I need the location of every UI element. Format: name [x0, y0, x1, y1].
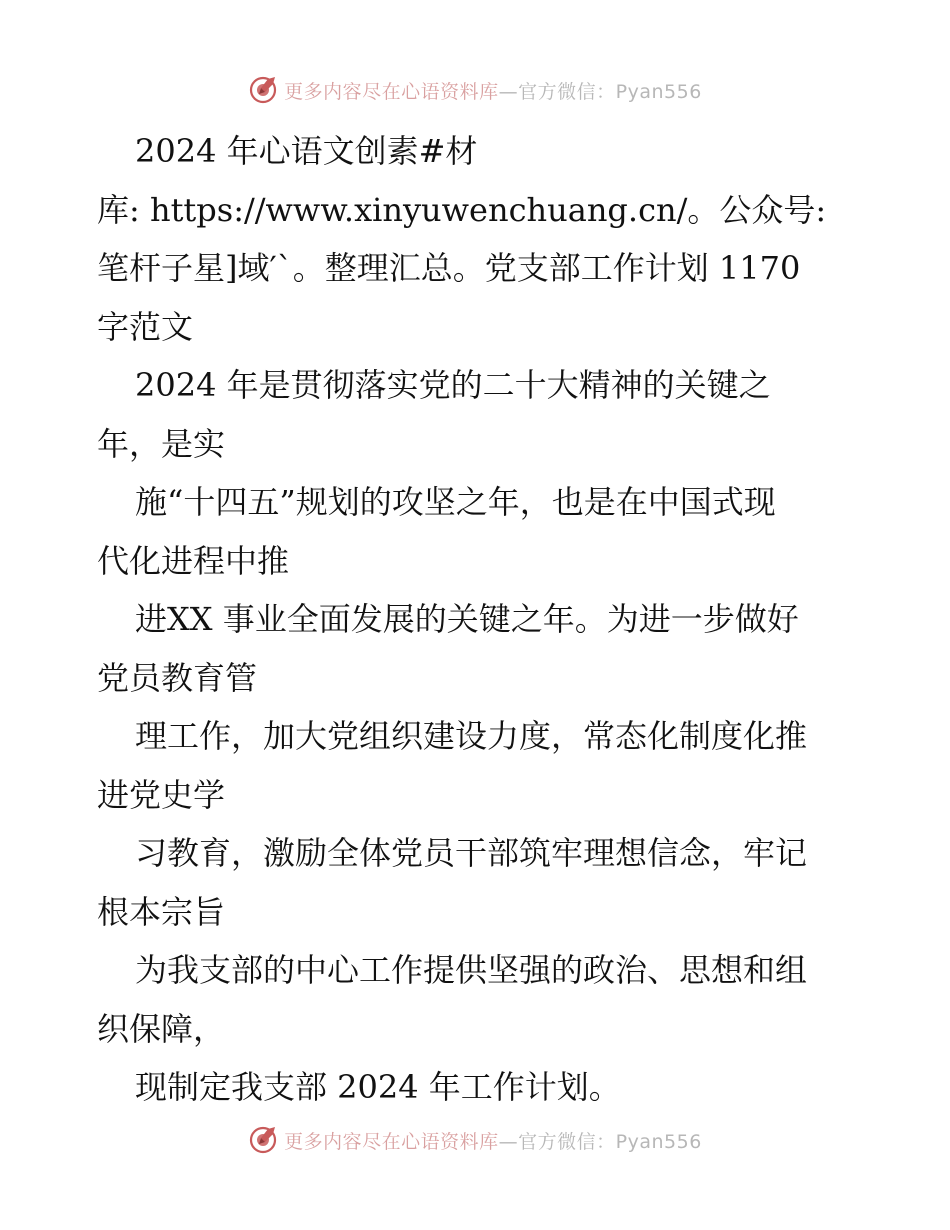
- pen-logo-icon: [248, 75, 278, 105]
- footer-banner: [0, 1120, 950, 1160]
- document-body: [97, 122, 857, 1117]
- text-line: 2024 年心语文创素#材: [135, 132, 478, 170]
- header-banner-text: [284, 77, 702, 104]
- header-contact-text: —官方微信：Pyan556: [498, 80, 702, 103]
- footer-banner-text: [284, 1127, 702, 1154]
- text-line: 习教育，激励全体党员干部筑牢理想信念，牢记: [135, 834, 808, 872]
- text-line: 党员教育管: [97, 658, 258, 697]
- text-line: 进党史学: [97, 775, 226, 814]
- footer-brand-text: 更多内容尽在心语资料库: [284, 1130, 499, 1153]
- text-line: 根本宗旨: [97, 892, 226, 931]
- text-line: 为我支部的中心工作提供坚强的政治、思想和组: [135, 951, 808, 989]
- text-line: 织保障，: [97, 1009, 226, 1048]
- header-banner: [0, 70, 950, 110]
- text-line: 施“十四五”规划的攻坚之年，也是在中国式现: [135, 483, 776, 521]
- text-line: 进XX 事业全面发展的关键之年。为进一步做好: [135, 600, 799, 638]
- pen-logo-icon: [248, 1125, 278, 1155]
- text-line: 理工作，加大党组织建设力度，常态化制度化推: [135, 717, 808, 755]
- text-line: 年，是实: [97, 424, 226, 463]
- text-line: 代化进程中推: [97, 541, 290, 580]
- text-line: 笔杆子星]域′`。整理汇总。党支部工作计划 1170: [97, 249, 801, 287]
- text-line: 现制定我支部 2024 年工作计划。: [135, 1068, 621, 1106]
- footer-contact-text: —官方微信：Pyan556: [498, 1130, 702, 1153]
- text-line: 2024 年是贯彻落实党的二十大精神的关键之: [135, 366, 771, 404]
- text-line: 字范文: [97, 307, 194, 346]
- text-line: 库: https://www.xinyuwenchuang.cn/。公众号:: [97, 190, 827, 229]
- header-brand-text: 更多内容尽在心语资料库: [284, 80, 499, 103]
